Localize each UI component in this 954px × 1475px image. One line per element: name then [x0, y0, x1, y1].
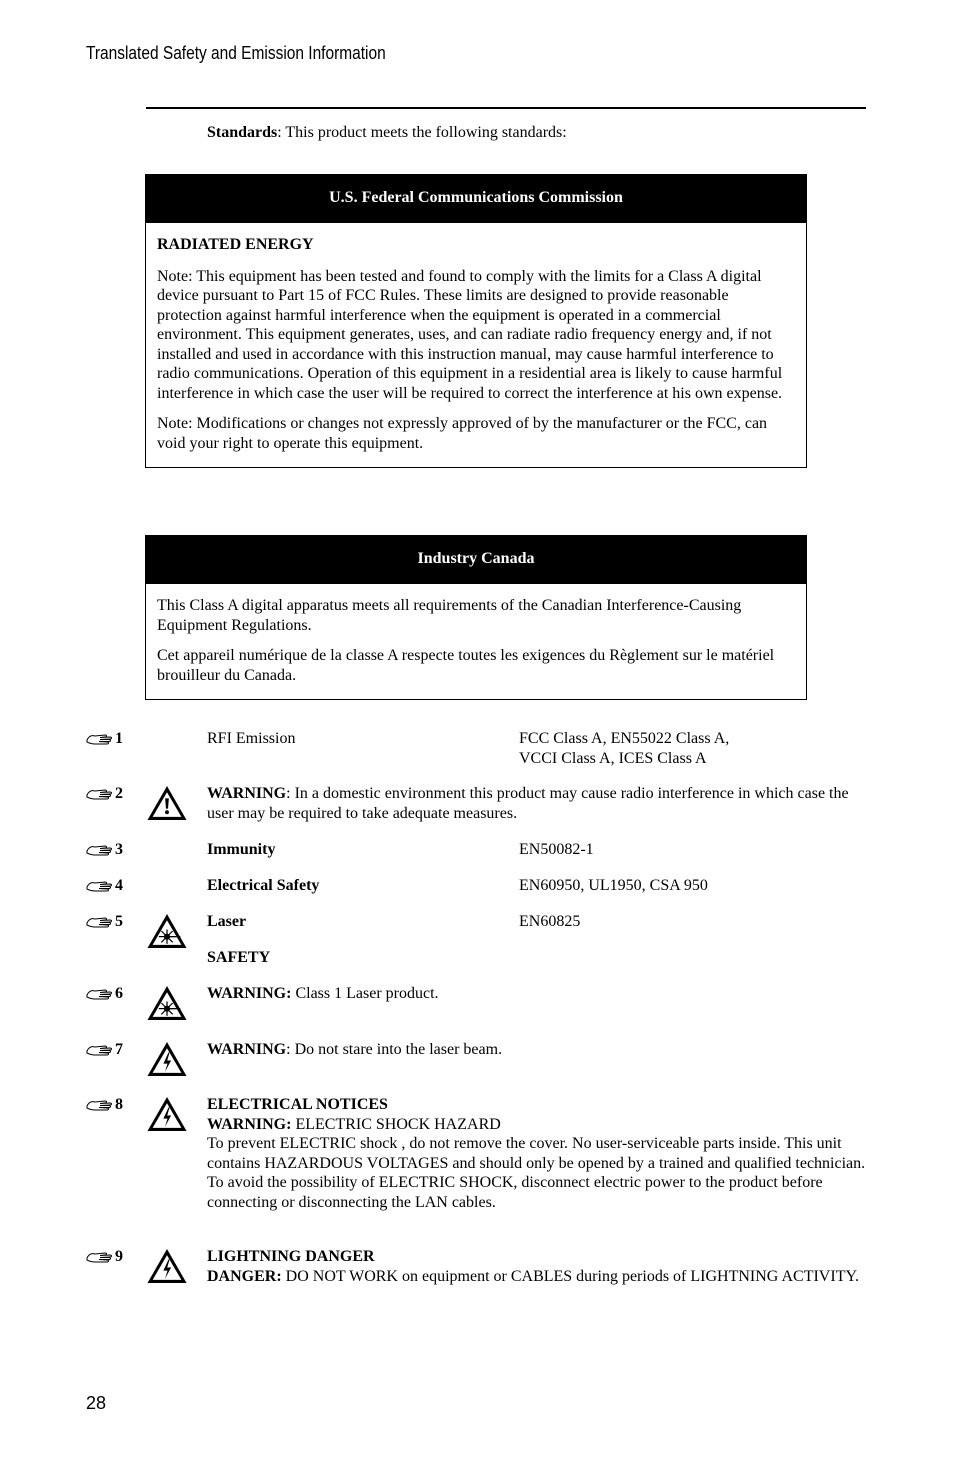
standards-intro [207, 123, 567, 143]
warning-label: WARNING [207, 1041, 287, 1058]
pointing-hand-icon [86, 1098, 112, 1112]
warning-exclamation-icon [146, 784, 188, 822]
item-number: 8 [115, 1096, 123, 1113]
standards-label: Standards [207, 124, 278, 141]
page-header-title: Translated Safety and Emission Information [86, 43, 386, 63]
item-value: EN50082-1 [519, 841, 594, 858]
laser-radiation-icon [146, 984, 188, 1022]
item-marker [86, 984, 123, 1004]
item-number: 5 [115, 913, 123, 930]
item-number: 7 [115, 1041, 123, 1058]
electric-shock-icon [146, 1095, 188, 1133]
item-number: 4 [115, 877, 123, 894]
warning-text [207, 984, 867, 1004]
item-label: Immunity [207, 841, 276, 858]
laser-radiation-icon [146, 912, 188, 950]
warning-body: : Do not stare into the laser beam. [286, 1041, 503, 1058]
industry-canada-box [145, 535, 807, 700]
danger-body: DO NOT WORK on equipment or CABLES during periods of LIGHTNING ACTIVITY. [281, 1267, 859, 1285]
fcc-box [145, 174, 807, 468]
item-label: Electrical Safety [207, 877, 320, 894]
item-value [519, 729, 729, 768]
item-label: RFI Emission [207, 730, 296, 747]
item-label: Laser [207, 913, 247, 930]
pointing-hand-icon [86, 1250, 112, 1264]
pointing-hand-icon [86, 732, 112, 746]
standards-text: : This product meets the following standards: [277, 124, 567, 141]
item-marker [86, 1247, 123, 1267]
lightning-danger-text [207, 1247, 867, 1286]
warning-body: ELECTRIC SHOCK HAZARD [291, 1115, 501, 1133]
item-marker [86, 729, 123, 749]
item-value: EN60825 [519, 913, 581, 930]
item-number: 3 [115, 841, 123, 858]
industry-canada-box-body [146, 584, 806, 699]
fcc-note-2: Note: Modifications or changes not expressly approved of by the manufacturer or the FCC, can void your right to operate this equipment. [157, 415, 768, 452]
safety-heading: SAFETY [207, 949, 271, 966]
page-number: 28 [86, 1393, 107, 1413]
electric-shock-icon [146, 1040, 188, 1078]
header-rule [146, 107, 866, 109]
item-marker [86, 840, 123, 860]
fcc-note-1: Note: This equipment has been tested and found to comply with the limits for a Class A digital device pursuant to Part 15 of FCC Rules. These limits are designed to provide reasonable protection against harmful interference when the equipment is operated in a commercial environment. This equipment generates, uses, and can radiate radio frequency energy and, if not installed and used in accordance with this instruction manual, may cause harmful interference to radio communications. Operation of this equipment in a residential area is likely to cause harmful interference in which case the user will be required to correct the interference at his own expense. [157, 267, 783, 402]
industry-canada-english: This Class A digital apparatus meets all requirements of the Canadian Interference-Causing Equipment Regulations. [157, 597, 742, 634]
pointing-hand-icon [86, 915, 112, 929]
item-marker [86, 1095, 123, 1115]
warning-label: WARNING [207, 785, 287, 802]
lightning-danger-title: LIGHTNING DANGER [207, 1248, 375, 1265]
warning-body: : In a domestic environment this product may cause radio interference in which case the user may be required to take adequate measures. [207, 785, 849, 822]
warning-text [207, 1040, 867, 1060]
industry-canada-french: Cet appareil numérique de la classe A respecte toutes les exigences du Règlement sur le matériel brouilleur du Canada. [157, 647, 775, 684]
item-marker [86, 1040, 123, 1060]
item-number: 2 [115, 785, 123, 802]
fcc-box-title: U.S. Federal Communications Commission [146, 175, 806, 223]
warning-label: WARNING: [207, 985, 292, 1002]
item-value: EN60950, UL1950, CSA 950 [519, 877, 708, 894]
pointing-hand-icon [86, 787, 112, 801]
electric-shock-icon [146, 1247, 188, 1285]
electrical-notice-text [207, 1095, 867, 1212]
item-number: 9 [115, 1248, 123, 1265]
item-marker [86, 876, 123, 896]
item-value-line-1: FCC Class A, EN55022 Class A, [519, 730, 730, 747]
danger-label: DANGER: [207, 1267, 282, 1285]
pointing-hand-icon [86, 843, 112, 857]
fcc-box-body [146, 223, 806, 467]
electrical-notice-body: To prevent ELECTRIC shock , do not remove the cover. No user-serviceable parts inside. This unit contains HAZARDOUS VOLTAGES and should only be opened by a trained and qualified technician. To avoid the possibility of ELECTRIC SHOCK, disconnect electric power to the product before connecting or disconnecting the LAN cables. [207, 1135, 866, 1211]
pointing-hand-icon [86, 987, 112, 1001]
industry-canada-box-title: Industry Canada [146, 536, 806, 584]
warning-body: Class 1 Laser product. [291, 985, 439, 1002]
pointing-hand-icon [86, 1043, 112, 1057]
warning-label: WARNING: [207, 1115, 292, 1133]
electrical-notices-title: ELECTRICAL NOTICES [207, 1096, 388, 1113]
item-number: 1 [115, 730, 123, 747]
item-marker [86, 784, 123, 804]
fcc-box-subtitle: RADIATED ENERGY [157, 236, 314, 253]
item-value-line-2: VCCI Class A, ICES Class A [519, 749, 707, 767]
warning-text [207, 784, 867, 823]
item-marker [86, 912, 123, 932]
item-number: 6 [115, 985, 123, 1002]
pointing-hand-icon [86, 879, 112, 893]
